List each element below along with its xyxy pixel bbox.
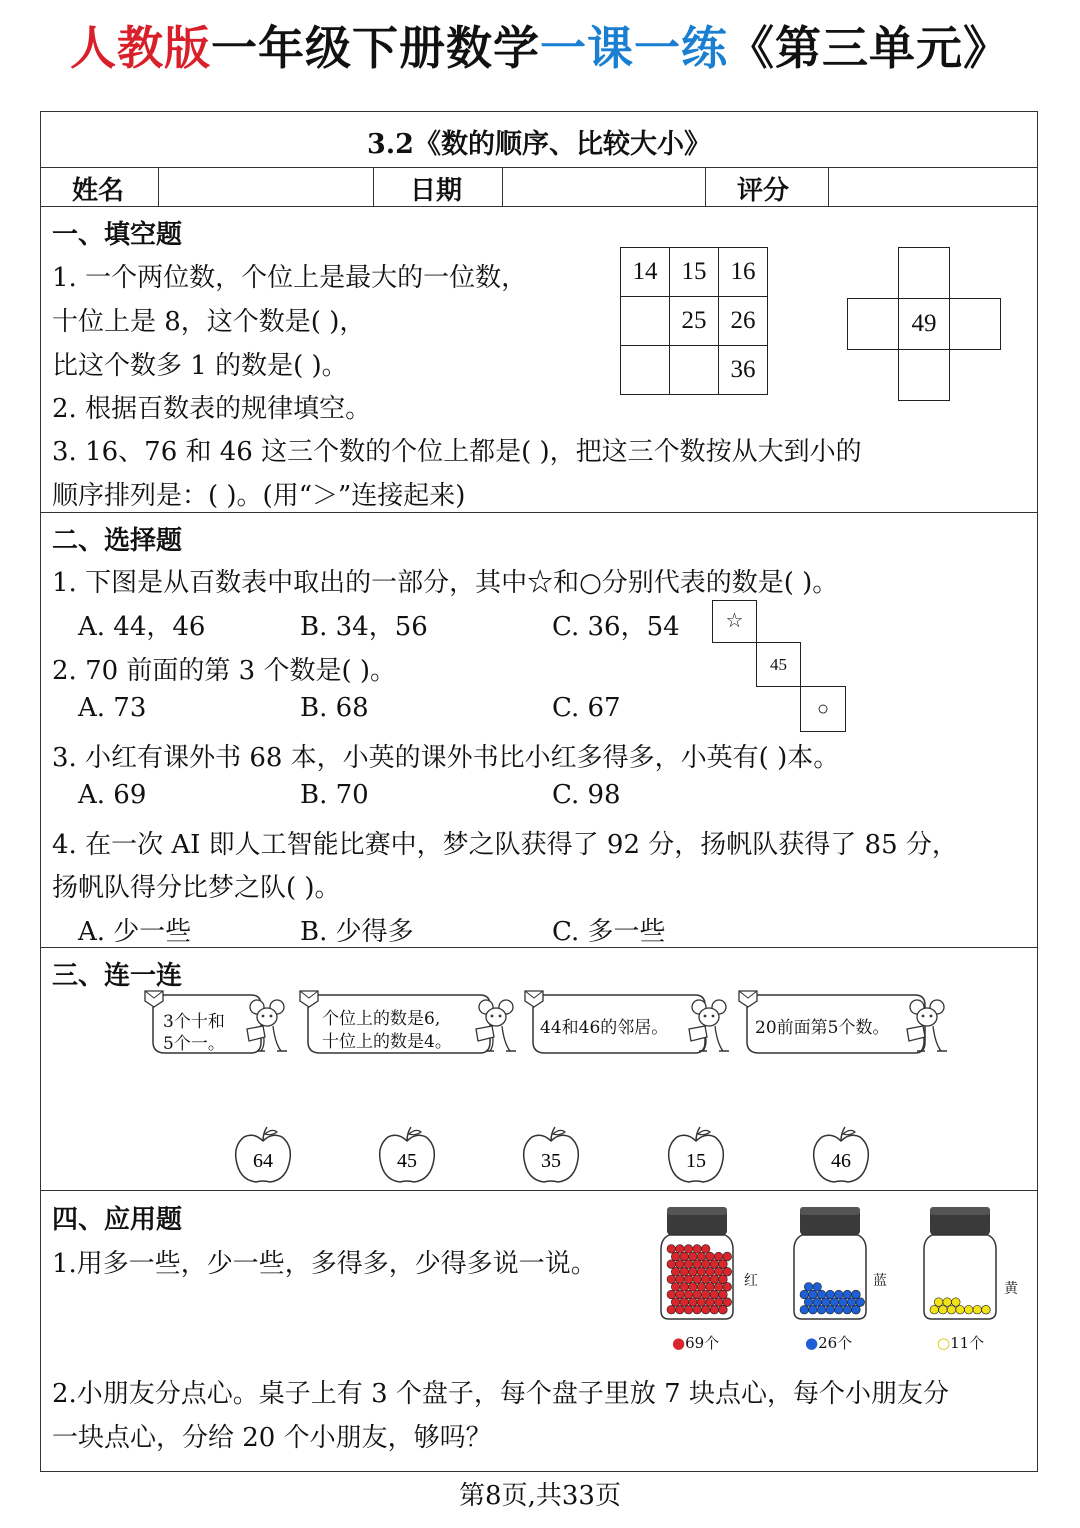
bead [956, 1305, 965, 1314]
divider [40, 167, 1038, 168]
divider [40, 206, 1038, 207]
apple-35[interactable] [520, 1125, 582, 1187]
cross-cell-center: 49 [898, 298, 950, 350]
bead [697, 1267, 706, 1276]
bead [667, 1275, 676, 1284]
bead [689, 1298, 698, 1307]
bead [710, 1305, 719, 1314]
jar-red [655, 1205, 740, 1325]
jar-yellow [918, 1205, 1003, 1325]
divider [705, 168, 706, 206]
option-b[interactable]: B. 70 [300, 780, 369, 810]
card-line: 3个十和 [163, 1012, 225, 1032]
bead [667, 1245, 676, 1254]
apple-number: 15 [686, 1150, 706, 1172]
bead [714, 1298, 723, 1307]
apple-64[interactable] [232, 1125, 294, 1187]
jar-count [672, 1332, 719, 1353]
bead [710, 1275, 719, 1284]
bead [680, 1267, 689, 1276]
bead [800, 1305, 809, 1314]
apple-46[interactable] [810, 1125, 872, 1187]
jar-icon [788, 1205, 873, 1325]
bead [701, 1305, 710, 1314]
bead [701, 1275, 710, 1284]
bead [973, 1305, 982, 1314]
jar-color-label: 红 [744, 1273, 758, 1289]
grid-cell: 36 [719, 346, 768, 395]
bead [817, 1305, 826, 1314]
section-heading: 一、填空题 [52, 220, 183, 250]
bead [693, 1260, 702, 1269]
dot-icon: ● [805, 1334, 819, 1352]
question-text: 3. 16、76 和 46 这三个数的个位上都是( )，把这三个数按从大到小的 [52, 437, 862, 467]
bead [680, 1252, 689, 1261]
section-heading: 三、连一连 [52, 961, 183, 991]
bead [667, 1290, 676, 1299]
date-field[interactable] [505, 169, 703, 205]
bead [804, 1298, 813, 1307]
jar-color-label: 黄 [1004, 1281, 1018, 1297]
option-a[interactable]: A. 少一些 [78, 917, 192, 947]
option-a[interactable]: A. 69 [78, 780, 147, 810]
dot-icon: ○ [937, 1334, 951, 1352]
bead [719, 1260, 728, 1269]
stair-cell-middle: 45 [756, 642, 801, 687]
jar-count-value: 69个 [685, 1334, 720, 1352]
bead [822, 1298, 831, 1307]
bead [982, 1305, 991, 1314]
section-heading: 四、应用题 [52, 1205, 183, 1235]
stair-cell-circle: ○ [800, 686, 846, 732]
question-text: 顺序排列是：( )。(用“＞”连接起来) [52, 481, 466, 511]
divider [40, 512, 1038, 513]
banner-publisher: 人教版 [70, 21, 211, 75]
divider [373, 168, 374, 206]
grid-cell-blank[interactable] [621, 346, 670, 395]
question-text: 1. 一个两位数，个位上是最大的一位数， [52, 263, 528, 293]
bead [847, 1298, 856, 1307]
bead [697, 1252, 706, 1261]
bead [693, 1245, 702, 1254]
bead [710, 1290, 719, 1299]
bead [671, 1267, 680, 1276]
option-b[interactable]: B. 少得多 [300, 917, 414, 947]
divider [828, 168, 829, 206]
bead [689, 1267, 698, 1276]
hundred-chart-grid [620, 247, 768, 395]
bead [934, 1298, 943, 1307]
bead [706, 1298, 715, 1307]
bead [697, 1283, 706, 1292]
banner-series: 一课一练 [540, 21, 728, 75]
bead [852, 1290, 861, 1299]
section-heading: 二、选择题 [52, 526, 183, 556]
bead [817, 1290, 826, 1299]
jar-count [805, 1332, 852, 1353]
bead [697, 1298, 706, 1307]
bead [671, 1298, 680, 1307]
bead [667, 1305, 676, 1314]
dot-icon: ● [672, 1334, 686, 1352]
card-line: 十位上的数是4。 [322, 1032, 452, 1052]
apple-45[interactable] [376, 1125, 438, 1187]
bead [676, 1305, 685, 1314]
bead [667, 1260, 676, 1269]
banner-unit: 《第三单元》 [728, 21, 1010, 75]
question-text: 一块点心，分给 20 个小朋友，够吗？ [52, 1423, 492, 1453]
divider [502, 168, 503, 206]
jar-count-value: 26个 [818, 1334, 853, 1352]
bead [689, 1283, 698, 1292]
bead [714, 1283, 723, 1292]
bead [852, 1305, 861, 1314]
jar-icon [655, 1205, 740, 1325]
option-c[interactable]: C. 36，54 [552, 612, 680, 642]
bead [826, 1305, 835, 1314]
name-field[interactable] [161, 169, 371, 205]
card-line: 20前面第5个数。 [755, 1018, 890, 1038]
score-field[interactable] [831, 169, 1036, 205]
bead [701, 1245, 710, 1254]
jar-icon [918, 1205, 1003, 1325]
bead [719, 1290, 728, 1299]
bead [930, 1305, 939, 1314]
option-b[interactable]: B. 34，56 [300, 612, 428, 642]
option-b[interactable]: B. 68 [300, 693, 369, 723]
bead [952, 1298, 961, 1307]
bead [834, 1290, 843, 1299]
divider [40, 1190, 1038, 1191]
bead [843, 1290, 852, 1299]
grid-cell: 16 [719, 248, 768, 297]
option-c[interactable]: C. 多一些 [552, 917, 666, 947]
bead [723, 1283, 732, 1292]
bead [684, 1260, 693, 1269]
bead [684, 1290, 693, 1299]
option-c[interactable]: C. 98 [552, 780, 621, 810]
question-text: 2. 70 前面的第 3 个数是( )。 [52, 656, 397, 686]
bead [684, 1245, 693, 1254]
question-text: 比这个数多 1 的数是( )。 [52, 351, 348, 381]
card-line: 5个一。 [163, 1034, 225, 1054]
card-line: 个位上的数是6, [322, 1009, 441, 1029]
bead [680, 1298, 689, 1307]
bead [813, 1283, 822, 1292]
question-text: 3. 小红有课外书 68 本，小英的课外书比小红多得多，小英有( )本。 [52, 743, 840, 773]
jar-count-value: 11个 [950, 1334, 985, 1352]
bead [826, 1290, 835, 1299]
bead [701, 1290, 710, 1299]
cross-cell-blank[interactable] [898, 349, 950, 401]
bead [693, 1275, 702, 1284]
apple-number: 64 [253, 1150, 273, 1172]
bead [723, 1267, 732, 1276]
cross-cell-blank[interactable] [949, 298, 1001, 350]
question-text: 十位上是 8，这个数是( )， [52, 307, 366, 337]
bead [804, 1283, 813, 1292]
bead [723, 1252, 732, 1261]
bead [676, 1260, 685, 1269]
bead [947, 1305, 956, 1314]
cross-cell-blank[interactable] [847, 298, 899, 350]
grid-cell-blank[interactable] [670, 346, 719, 395]
banner-grade: 一年级下册数学 [211, 21, 540, 75]
bead [834, 1305, 843, 1314]
bead [723, 1298, 732, 1307]
bead [839, 1298, 848, 1307]
grid-cell: 15 [670, 248, 719, 297]
bead [856, 1298, 865, 1307]
bead [719, 1275, 728, 1284]
bead [671, 1283, 680, 1292]
bead [714, 1267, 723, 1276]
option-a[interactable]: A. 73 [78, 693, 147, 723]
bead [689, 1252, 698, 1261]
mouse-card-text [163, 1011, 225, 1055]
jar-count [937, 1332, 984, 1353]
bead [706, 1283, 715, 1292]
bead [671, 1252, 680, 1261]
mouse-card-text [540, 1017, 668, 1039]
bead [684, 1275, 693, 1284]
bead [830, 1298, 839, 1307]
apple-number: 46 [831, 1150, 851, 1172]
bead [706, 1267, 715, 1276]
bead [676, 1245, 685, 1254]
question-text: 扬帆队得分比梦之队( )。 [52, 873, 341, 903]
apple-number: 35 [541, 1150, 561, 1172]
option-c[interactable]: C. 67 [552, 693, 621, 723]
question-text: 4. 在一次 AI 即人工智能比赛中，梦之队获得了 92 分，扬帆队获得了 85 分， [52, 830, 958, 860]
grid-cell: 14 [621, 248, 670, 297]
bead [809, 1305, 818, 1314]
bead [710, 1260, 719, 1269]
bead [701, 1260, 710, 1269]
bead [943, 1298, 952, 1307]
date-label: 日期 [410, 176, 463, 206]
score-label: 评分 [737, 176, 790, 206]
card-line: 44和46的邻居。 [540, 1018, 669, 1038]
question-text: 2. 根据百数表的规律填空。 [52, 394, 372, 424]
name-label: 姓名 [72, 176, 125, 206]
bead [843, 1305, 852, 1314]
bead [939, 1305, 948, 1314]
grid-cell: 26 [719, 297, 768, 346]
bead [800, 1290, 809, 1299]
divider [158, 168, 159, 206]
grid-cell: 25 [670, 297, 719, 346]
bead [714, 1252, 723, 1261]
banner-title [0, 12, 1080, 78]
question-text: 1.用多一些，少一些，多得多，少得多说一说。 [52, 1249, 597, 1279]
bead [813, 1298, 822, 1307]
bead-pile [667, 1245, 732, 1314]
jar-color-label: 蓝 [873, 1273, 887, 1289]
bead [676, 1275, 685, 1284]
bead [706, 1252, 715, 1261]
worksheet-title: 3.2《数的顺序、比较大小》 [367, 129, 711, 160]
mouse-card-text [322, 1008, 452, 1054]
question-text: 2.小朋友分点心。桌子上有 3 个盘子，每个盘子里放 7 块点心，每个小朋友分 [52, 1379, 949, 1409]
apple-15[interactable] [665, 1125, 727, 1187]
bead [684, 1305, 693, 1314]
cross-cell-blank[interactable] [898, 247, 950, 299]
bead [719, 1305, 728, 1314]
bead [693, 1305, 702, 1314]
bead [693, 1290, 702, 1299]
bead [964, 1305, 973, 1314]
bead [680, 1283, 689, 1292]
jar-blue [788, 1205, 873, 1325]
page-number: 第8页,共33页 [459, 1481, 621, 1511]
question-text: 1. 下图是从百数表中取出的一部分，其中☆和○分别代表的数是( )。 [52, 568, 839, 598]
apple-number: 45 [397, 1150, 417, 1172]
mouse-card-text [755, 1017, 889, 1039]
stair-cell-star: ☆ [712, 600, 757, 643]
grid-cell-blank[interactable] [621, 297, 670, 346]
bead [676, 1290, 685, 1299]
bead [809, 1290, 818, 1299]
option-a[interactable]: A. 44，46 [78, 612, 206, 642]
